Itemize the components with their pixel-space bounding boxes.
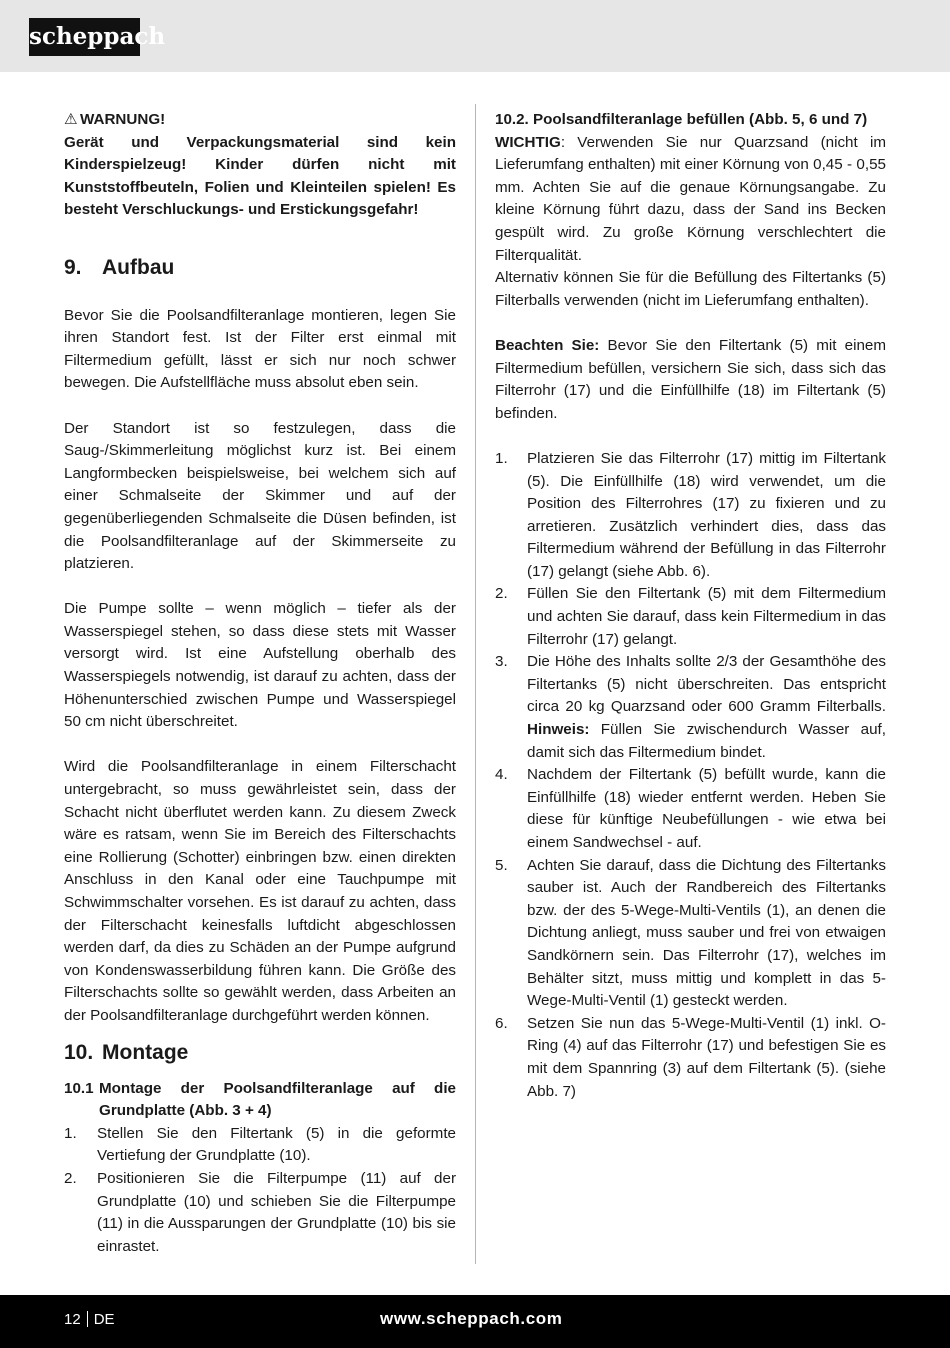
note-paragraph: [495, 335, 886, 425]
step-text: Platzieren Sie das Filterrohr (17) mittig im Filtertank (5). Die Einfüllhilfe (18) wird verwendet, um die Position des Filterrohres (17) zu fixieren und zu arretieren. Zusätzlich verhindert dies, dass das Filtermedium während der Befüllung in das Filterrohr (17) gelangt (siehe Abb. 6).: [527, 449, 886, 580]
section-10-title: Montage: [102, 1040, 189, 1064]
list-item: [495, 583, 886, 651]
filling-steps: [495, 448, 886, 1103]
important-label: WICHTIG: [495, 133, 561, 151]
section-10-heading: [64, 1028, 456, 1078]
paragraph: Bevor Sie die Poolsandfilteranlage montieren, legen Sie ihren Standort fest. Ist der Filter erst einmal mit Filtermedium gefüllt, lässt er sich nur noch schwer bewegen. Die Aufstellfläche muss absolut eben sein.: [64, 306, 456, 392]
subsection-10-1-heading: [64, 1078, 456, 1123]
step-number: 4.: [495, 766, 508, 784]
step-number: 1.: [495, 449, 508, 467]
step-text: Achten Sie darauf, dass die Dichtung des Filtertanks sauber ist. Auch der Randbereich des Filtertanks bzw. der des 5-Wege-Multi-Ventils (1), an denen die Dichtung anliegt, muss sauber und frei von etwaigen Sandkörnern sein. Das Filterrohr (17), welches im Behälter sitzt, muss mittig und komplett in das 5-Wege-Multi-Ventil (1) gesteckt werden.: [527, 856, 886, 1010]
hint-text: Füllen Sie zwischendurch Wasser auf, damit sich das Filtermedium bindet.: [527, 721, 886, 761]
subsection-number: 10.1: [64, 1079, 94, 1097]
subsection-title: Montage der Poolsandfilteranlage auf die Grundplatte (Abb. 3 + 4): [99, 1079, 456, 1120]
warning-title: WARNUNG!: [80, 111, 166, 128]
step-text: Füllen Sie den Filtertank (5) mit dem Filtermedium und achten Sie darauf, dass kein Filtermedium in das Filterrohr (17) gelangt.: [527, 585, 886, 648]
section-9-number: 9.: [64, 255, 82, 279]
step-number: 2.: [495, 585, 508, 603]
list-item: [495, 448, 886, 584]
page-indicator: [64, 1310, 115, 1330]
section-9-heading: [64, 245, 456, 305]
note-label: Beachten Sie:: [495, 336, 600, 354]
warning-triangle-icon: ⚠: [64, 111, 78, 128]
step-text: Stellen Sie den Filtertank (5) in die geformte Vertiefung der Grundplatte (10).: [97, 1124, 456, 1165]
step-text: Positionieren Sie die Filterpumpe (11) auf der Grundplatte (10) und schieben Sie die Filterpumpe (11) in die Aussparungen der Grundplatte (10) bis sie einrastet.: [97, 1169, 456, 1255]
important-paragraph: [495, 132, 886, 268]
column-divider: [475, 104, 476, 1264]
website-link[interactable]: www.scheppach.com: [380, 1309, 563, 1328]
language-code: DE: [93, 1311, 115, 1328]
page-footer: [0, 1295, 950, 1348]
list-item: [495, 651, 886, 764]
footer-separator: [87, 1311, 88, 1327]
warning-heading: [64, 109, 456, 132]
page-number: 12: [64, 1311, 81, 1328]
alternative-paragraph: Alternativ können Sie für die Befüllung des Filtertanks (5) Filterballs verwenden (nicht im Lieferumfang enthalten).: [495, 269, 886, 309]
right-column: [495, 109, 886, 1103]
step-text: Nachdem der Filtertank (5) befüllt wurde, kann die Einfüllhilfe (18) wieder entfernt werden. Heben Sie diese für künftige Neubefüllungen - wie etwa bei einem Sandwechsel - auf.: [527, 766, 886, 851]
step-text: [527, 651, 886, 764]
warning-text: Gerät und Verpackungsmaterial sind kein Kinderspielzeug! Kinder dürfen nicht mit Kunststoffbeuteln, Folien und Kleinteilen spielen! Es besteht Verschluckungs- und Erstickungsgefahr!: [64, 133, 456, 219]
section-9-title: Aufbau: [102, 255, 175, 279]
step-number: 5.: [495, 856, 508, 874]
list-item: [495, 1013, 886, 1103]
brand-logo: scheppach: [29, 18, 140, 56]
paragraph: Der Standort ist so festzulegen, dass die Saug-/Skimmerleitung möglichst kurz ist. Bei einem Langformbecken beispielsweise, bei welchem sich auf einer Schmalseite der Skimmer und auf der gegenüberliegenden Schmalseite die Düsen befinden, ist die Poolsandfilteranlage auf der Skimmerseite zu platzieren.: [64, 419, 456, 573]
list-item: [495, 764, 886, 854]
note-text: Bevor Sie den Filtertank (5) mit einem Filtermedium befüllen, versichern Sie sich, dass sich das Filterrohr (17) und die Einfüllhilfe (18) im Filtertank (5) befinden.: [495, 336, 886, 422]
step-number: 6.: [495, 1014, 508, 1032]
list-item: [495, 855, 886, 1013]
step-number: 3.: [495, 653, 508, 671]
important-text: : Verwenden Sie nur Quarzsand (nicht im Lieferumfang enthalten) mit einer Körnung von 0,45 - 0,55 mm. Achten Sie auf die genaue Körnungsangabe. Zu kleine Körnung führt dazu, dass der Sand ins Becken gespült wird. Zu große Körnung verschlechtert die Filterqualität.: [495, 133, 886, 264]
section-10-number: 10.: [64, 1040, 94, 1064]
step-text: Setzen Sie nun das 5-Wege-Multi-Ventil (1) inkl. O-Ring (4) auf das Filterrohr (17) und befestigen Sie es mit dem Spannring (3) auf dem Filtertank (5). (siehe Abb. 7): [527, 1014, 886, 1100]
step-number: 2.: [64, 1169, 77, 1187]
hint-label: Hinweis:: [527, 721, 590, 739]
step-text-main: Die Höhe des Inhalts sollte 2/3 der Gesamthöhe des Filtertanks (5) nicht überschreiten. Das entspricht circa 20 kg Quarzsand oder 600 Gramm Filterballs.: [527, 653, 886, 716]
assembly-steps: [64, 1123, 456, 1259]
paragraph: Die Pumpe sollte – wenn möglich – tiefer als der Wasserspiegel stehen, so dass diese stets mit Wasser versorgt wird. Ist eine Aufstellung oberhalb des Wasserspiegels notwendig, ist darauf zu achten, dass der Höhenunterschied zwischen Pumpe und Wasserspiegel 50 cm nicht überschreitet.: [64, 600, 456, 731]
paragraph: Wird die Poolsandfilteranlage in einem Filterschacht untergebracht, so muss gewährleistet sein, dass der Schacht nicht überflutet werden kann. Zu diesem Zweck wäre es ratsam, wenn Sie im Bereich des Filterschachts eine Rollierung (Schotter) einbringen bzw. einen direkten Anschluss in den Kanal oder eine Tauchpumpe mit Schwimmschalter vorsehen. Es ist darauf zu achten, dass der Filterschacht keinesfalls luftdicht abgeschlossen werden darf, da dies zu Schäden an der Pumpe aufgrund von Kondenswasserbildung führen kann. Die Größe des Filterschachts sollte so gewählt werden, dass Arbeiten an der Poolsandfilteranlage durchgeführt werden können.: [64, 758, 456, 1024]
subsection-10-2-heading: 10.2. Poolsandfilteranlage befüllen (Abb. 5, 6 und 7): [495, 111, 868, 128]
left-column: [64, 109, 456, 1258]
list-item: [64, 1123, 456, 1168]
step-number: 1.: [64, 1124, 77, 1142]
list-item: [64, 1168, 456, 1258]
page-header: [0, 0, 950, 72]
